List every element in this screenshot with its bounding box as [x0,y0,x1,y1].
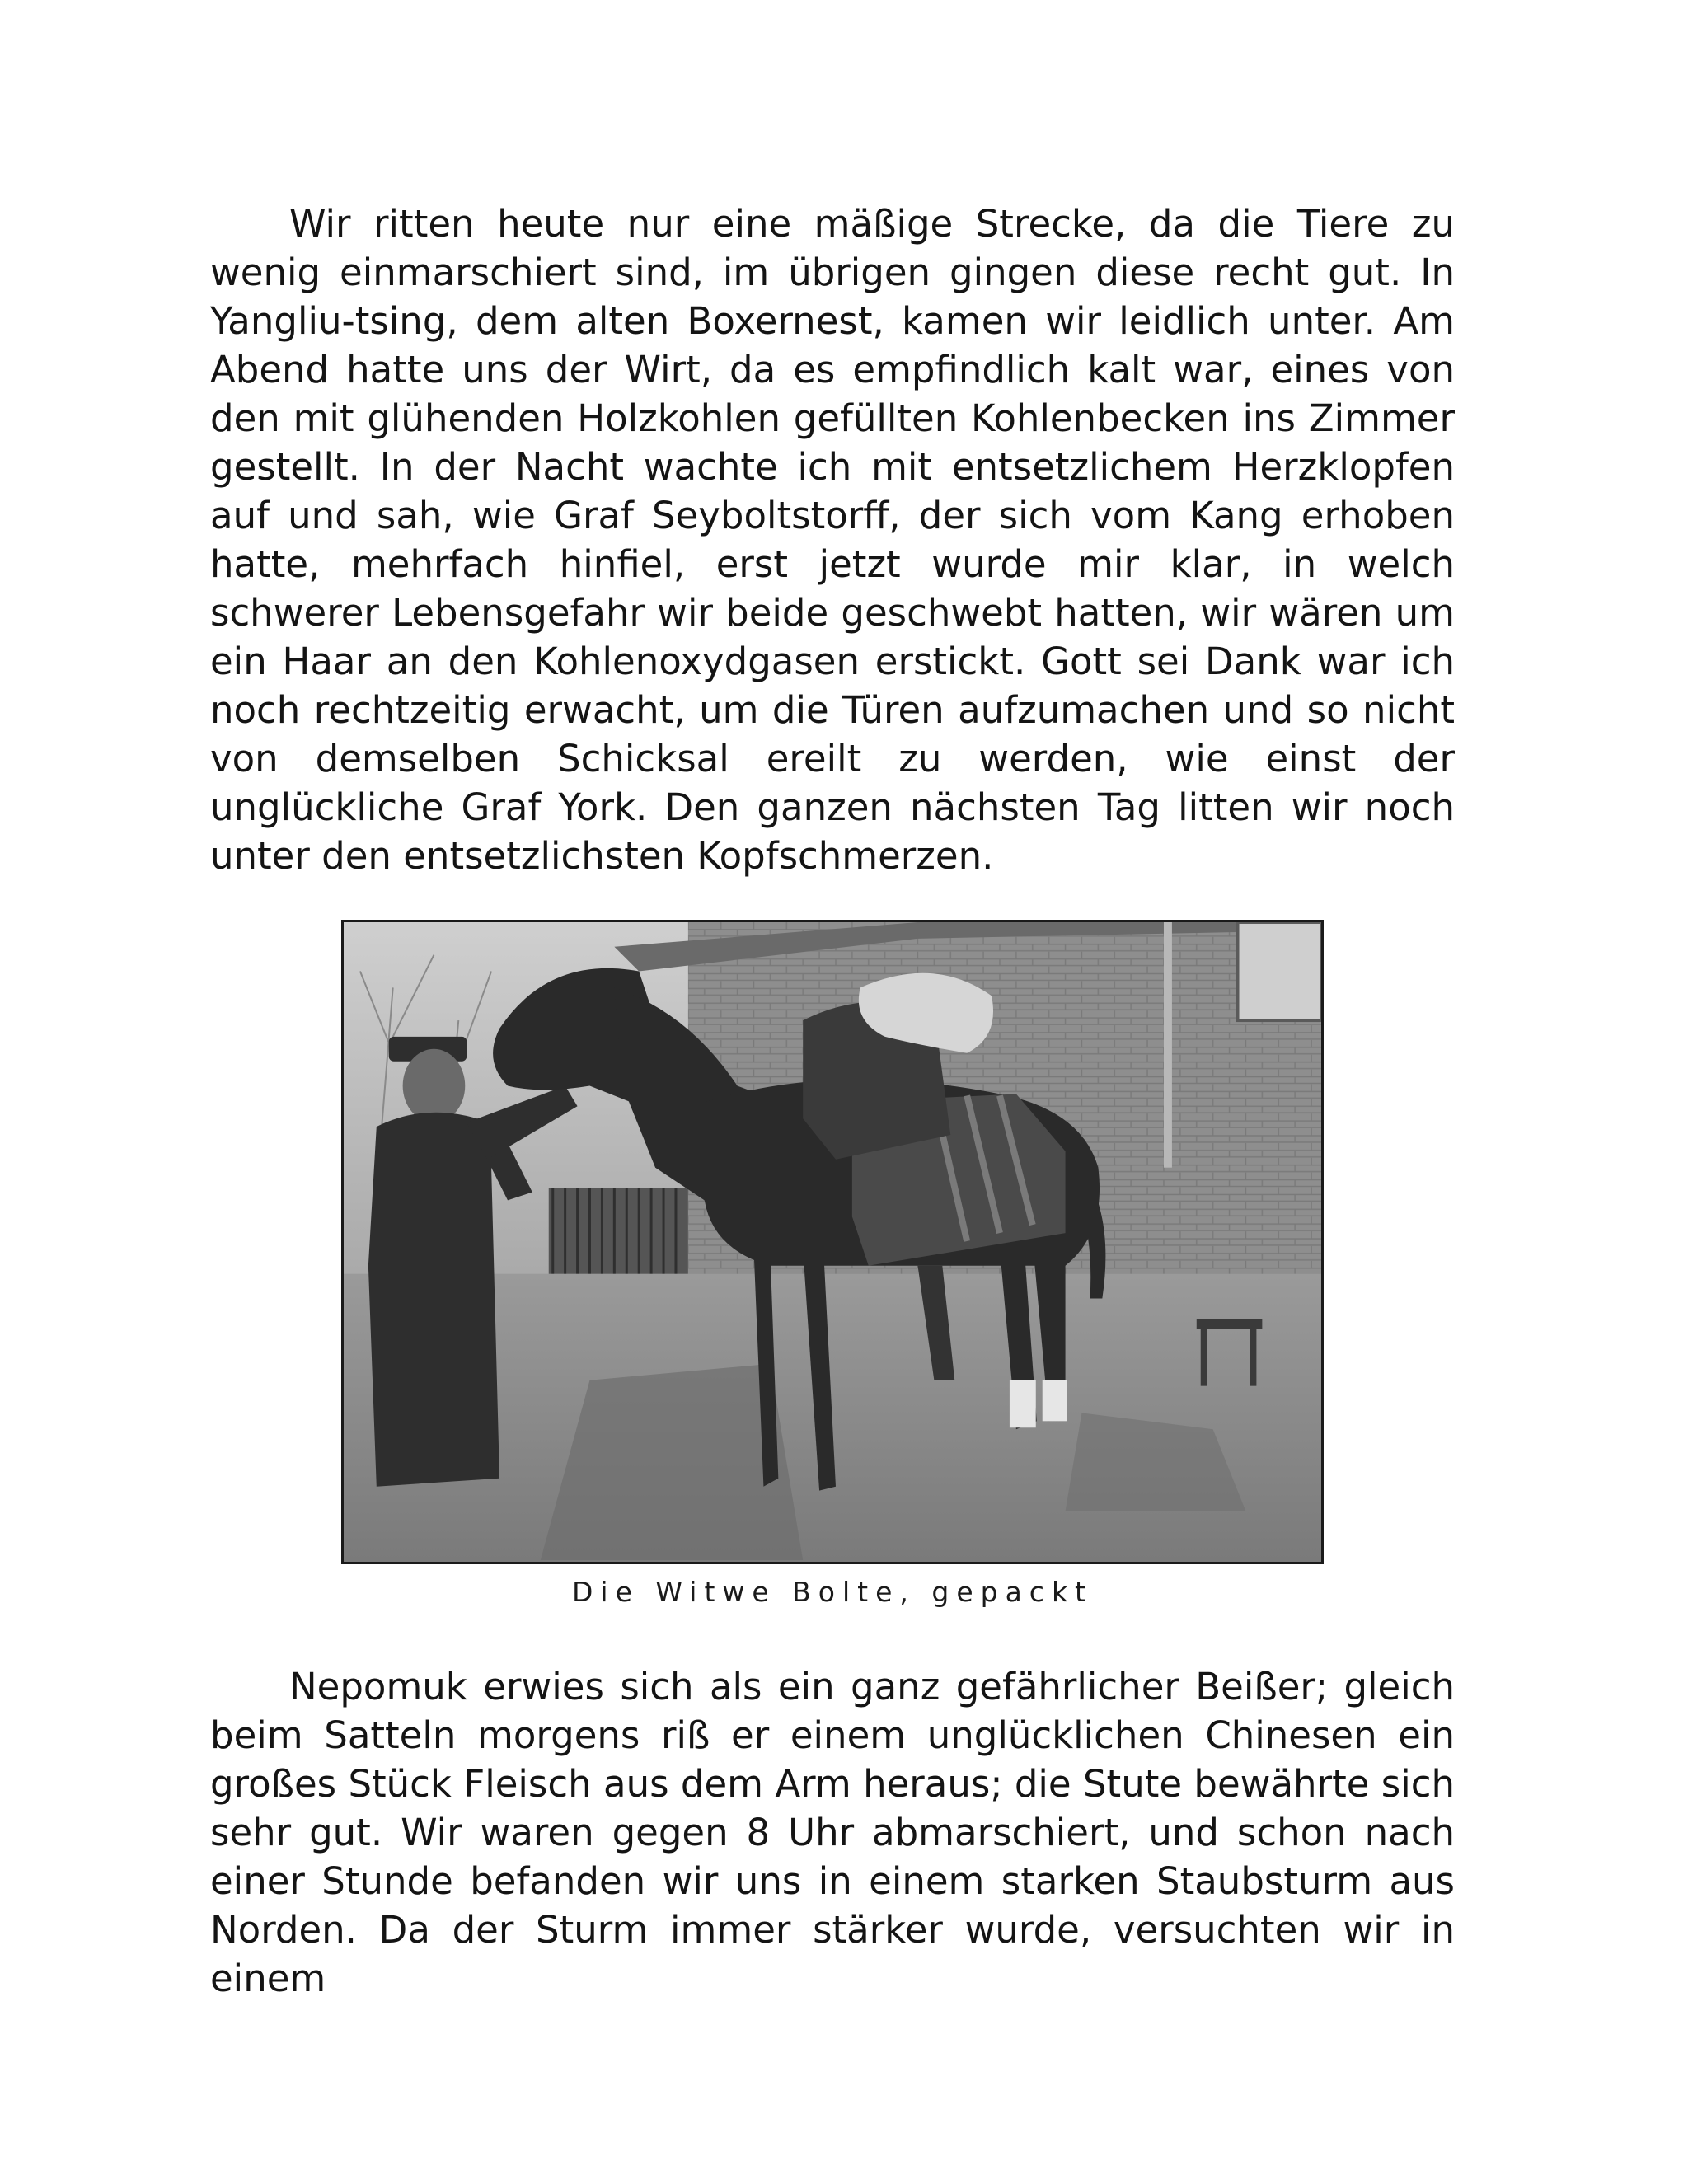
photograph-horse-packed [341,920,1324,1564]
body-paragraph-2: Nepomuk erwies sich als ein ganz gefährlicher Beißer; gleich beim Satteln morgens riß er einem unglücklichen Chinesen ein großes Stück Fleisch aus dem Arm heraus; die Stute bewährte sich sehr gut. Wir waren gegen 8 Uhr abmarschiert, und schon nach einer Stunde befanden wir uns in einem starken Staubsturm aus Norden. Da der Sturm immer stärker wurde, versuchten wir in einem [210,1665,1455,2000]
figure-caption: Die Witwe Bolte, gepackt [572,1576,1093,1608]
body-paragraph-1: Wir ritten heute nur eine mäßige Strecke, da die Tiere zu wenig einmarschiert sind, im übrigen gingen diese recht gut. In Yangliu-tsing, dem alten Boxernest, kamen wir leidlich unter. Am Abend hatte uns der Wirt, da es empfindlich kalt war, eines von den mit glühenden Holzkohlen gefüllten Kohlenbecken ins Zimmer gestellt. In der Nacht wachte ich mit entsetzlichem Herzklopfen auf und sah, wie Graf Seyboltstorff, der sich vom Kang erhoben hatte, mehrfach hinfiel, erst jetzt wurde mir klar, in welch schwerer Lebensgefahr wir beide geschwebt hatten, wir wären um ein Haar an den Kohlenoxydgasen erstickt. Gott sei Dank war ich noch rechtzeitig erwacht, um die Türen aufzumachen und so nicht von demselben Schicksal ereilt zu werden, wie einst der unglückliche Graf York. Den ganzen nächsten Tag litten wir noch unter den entsetzlichsten Kopfschmerzen. [210,202,1455,878]
